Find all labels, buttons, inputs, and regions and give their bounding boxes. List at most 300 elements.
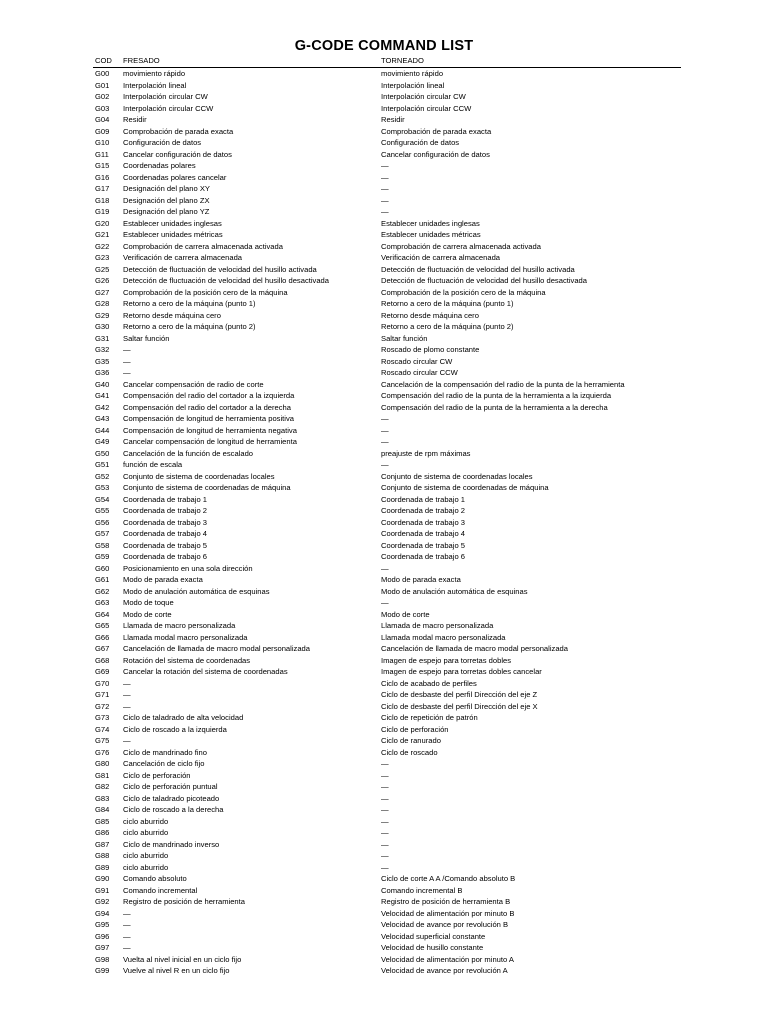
cell-torneado: — xyxy=(381,851,389,860)
table-row xyxy=(0,218,768,230)
cell-fresado: Detección de fluctuación de velocidad del husillo desactivada xyxy=(123,276,330,285)
cell-fresado: movimiento rápido xyxy=(123,69,186,78)
cell-torneado: Interpolación lineal xyxy=(381,80,445,90)
cell-torneado: Verificación de carrera almacenada xyxy=(381,253,501,262)
table-row xyxy=(0,724,768,736)
cell-fresado: Interpolación circular CCW xyxy=(123,103,214,113)
cell-fresado: Llamada modal macro personalizada xyxy=(123,632,248,642)
table-row xyxy=(0,954,768,966)
cell-code: G65 xyxy=(95,621,110,630)
cell-code: G71 xyxy=(95,690,110,699)
cell-code: G96 xyxy=(95,931,110,941)
cell-torneado: Cancelación de la compensación del radio de la punta de la herramienta xyxy=(381,379,625,389)
table-row xyxy=(0,448,768,460)
cell-fresado: Compensación del radio del cortador a la derecha xyxy=(123,402,292,412)
cell-code: G63 xyxy=(95,598,110,607)
cell-fresado: Coordenada de trabajo 2 xyxy=(123,506,208,515)
cell-torneado: — xyxy=(381,437,389,446)
cell-code: G97 xyxy=(95,943,110,952)
cell-torneado: Velocidad de avance por revolución A xyxy=(381,966,508,975)
cell-torneado: Imagen de espejo para torretas dobles cancelar xyxy=(381,667,542,676)
table-row xyxy=(0,494,768,506)
cell-torneado: Comprobación de parada exacta xyxy=(381,126,492,136)
table-row xyxy=(0,275,768,287)
cell-torneado: — xyxy=(381,770,389,780)
cell-fresado: Designación del plano YZ xyxy=(123,207,210,216)
cell-code: G73 xyxy=(95,713,110,722)
cell-torneado: Ciclo de desbaste del perfil Dirección del eje Z xyxy=(381,690,538,699)
cell-code: G31 xyxy=(95,333,110,343)
table-row xyxy=(0,931,768,943)
table-row xyxy=(0,632,768,644)
table-row xyxy=(0,68,768,80)
cell-code: G90 xyxy=(95,874,110,883)
cell-torneado: Velocidad de avance por revolución B xyxy=(381,920,509,929)
table-row xyxy=(0,747,768,759)
table-row xyxy=(0,436,768,448)
cell-code: G84 xyxy=(95,805,110,814)
table-row xyxy=(0,563,768,575)
table-row xyxy=(0,609,768,621)
cell-code: G42 xyxy=(95,402,110,412)
cell-code: G41 xyxy=(95,391,110,400)
table-row xyxy=(0,540,768,552)
cell-code: G01 xyxy=(95,80,110,90)
cell-code: G03 xyxy=(95,103,110,113)
cell-code: G18 xyxy=(95,195,110,205)
cell-torneado: Velocidad de alimentación por minuto A xyxy=(381,954,514,964)
cell-torneado: Ciclo de ranurado xyxy=(381,736,441,745)
cell-torneado: Imagen de espejo para torretas dobles xyxy=(381,655,512,665)
cell-fresado: Cancelar compensación de radio de corte xyxy=(123,379,264,389)
cell-code: G21 xyxy=(95,230,110,239)
cell-torneado: Velocidad superficial constante xyxy=(381,931,486,941)
table-row xyxy=(0,126,768,138)
cell-code: G61 xyxy=(95,575,110,584)
cell-code: G68 xyxy=(95,655,110,665)
cell-code: G43 xyxy=(95,414,110,423)
cell-code: G86 xyxy=(95,828,110,837)
cell-code: G74 xyxy=(95,724,110,734)
table-row xyxy=(0,310,768,322)
cell-code: G28 xyxy=(95,299,110,308)
cell-code: G92 xyxy=(95,897,110,906)
cell-fresado: — xyxy=(123,736,131,745)
cell-code: G32 xyxy=(95,345,110,354)
cell-torneado: Registro de posición de herramienta B xyxy=(381,897,511,906)
cell-fresado: Ciclo de taladrado picoteado xyxy=(123,793,220,803)
cell-torneado: Detección de fluctuación de velocidad del husillo activada xyxy=(381,264,575,274)
cell-fresado: Residir xyxy=(123,115,147,124)
table-row xyxy=(0,712,768,724)
cell-code: G99 xyxy=(95,966,110,975)
cell-torneado: Interpolación circular CW xyxy=(381,92,466,101)
cell-fresado: Coordenada de trabajo 4 xyxy=(123,529,208,538)
table-row xyxy=(0,816,768,828)
cell-fresado: Comando absoluto xyxy=(123,874,187,883)
cell-torneado: Coordenada de trabajo 1 xyxy=(381,494,466,504)
table-row xyxy=(0,862,768,874)
cell-fresado: Vuelta al nivel inicial en un ciclo fijo xyxy=(123,954,242,964)
cell-code: G70 xyxy=(95,678,110,688)
table-row xyxy=(0,402,768,414)
cell-fresado: Comprobación de la posición cero de la máquina xyxy=(123,287,288,297)
cell-code: G72 xyxy=(95,701,110,711)
table-row xyxy=(0,896,768,908)
cell-torneado: — xyxy=(381,460,389,469)
cell-torneado: — xyxy=(381,207,389,216)
cell-torneado: Compensación del radio de la punta de la herramienta a la derecha xyxy=(381,402,608,412)
cell-code: G27 xyxy=(95,287,110,297)
cell-fresado: Modo de parada exacta xyxy=(123,575,203,584)
cell-torneado: Establecer unidades inglesas xyxy=(381,218,480,228)
cell-torneado: Ciclo de corte A A /Comando absoluto B xyxy=(381,874,516,883)
cell-fresado: Verificación de carrera almacenada xyxy=(123,253,243,262)
cell-code: G26 xyxy=(95,276,110,285)
table-row xyxy=(0,517,768,529)
gcode-table xyxy=(0,68,768,977)
table-row xyxy=(0,80,768,92)
cell-torneado: — xyxy=(381,759,389,768)
cell-code: G54 xyxy=(95,494,110,504)
cell-fresado: Ciclo de roscado a la derecha xyxy=(123,805,224,814)
cell-fresado: — xyxy=(123,701,131,711)
cell-fresado: — xyxy=(123,690,131,699)
cell-torneado: Llamada modal macro personalizada xyxy=(381,632,506,642)
table-row xyxy=(0,781,768,793)
table-row xyxy=(0,735,768,747)
cell-torneado: Detección de fluctuación de velocidad del husillo desactivada xyxy=(381,276,588,285)
cell-code: G98 xyxy=(95,954,110,964)
cell-code: G95 xyxy=(95,920,110,929)
cell-torneado: — xyxy=(381,828,389,837)
column-header-fresado: FRESADO xyxy=(123,56,160,65)
cell-torneado: Configuración de datos xyxy=(381,138,460,147)
cell-torneado: Conjunto de sistema de coordenadas locales xyxy=(381,471,533,481)
cell-torneado: Residir xyxy=(381,115,405,124)
cell-torneado: Coordenada de trabajo 5 xyxy=(381,540,466,550)
cell-code: G64 xyxy=(95,609,110,619)
table-row xyxy=(0,528,768,540)
cell-fresado: Designación del plano ZX xyxy=(123,195,210,205)
table-row xyxy=(0,103,768,115)
cell-fresado: Coordenada de trabajo 3 xyxy=(123,517,208,527)
cell-fresado: ciclo aburrido xyxy=(123,828,169,837)
cell-code: G22 xyxy=(95,241,110,251)
cell-code: G60 xyxy=(95,563,110,573)
cell-code: G15 xyxy=(95,161,110,170)
cell-code: G83 xyxy=(95,793,110,803)
cell-fresado: Coordenada de trabajo 1 xyxy=(123,494,208,504)
table-row xyxy=(0,367,768,379)
cell-torneado: — xyxy=(381,425,389,435)
cell-fresado: Configuración de datos xyxy=(123,138,202,147)
table-row xyxy=(0,505,768,517)
table-row xyxy=(0,321,768,333)
cell-torneado: Retorno a cero de la máquina (punto 2) xyxy=(381,322,514,331)
table-row xyxy=(0,793,768,805)
cell-code: G81 xyxy=(95,770,110,780)
cell-fresado: Cancelar la rotación del sistema de coordenadas xyxy=(123,667,288,676)
cell-fresado: Designación del plano XY xyxy=(123,184,210,193)
cell-fresado: Coordenada de trabajo 5 xyxy=(123,540,208,550)
cell-torneado: Velocidad de husillo constante xyxy=(381,943,484,952)
cell-fresado: Cancelación de llamada de macro modal personalizada xyxy=(123,644,310,653)
cell-code: G66 xyxy=(95,632,110,642)
cell-torneado: Establecer unidades métricas xyxy=(381,230,481,239)
table-row xyxy=(0,413,768,425)
cell-fresado: — xyxy=(123,368,131,377)
cell-code: G80 xyxy=(95,759,110,768)
table-row xyxy=(0,655,768,667)
cell-torneado: — xyxy=(381,172,389,182)
cell-fresado: Ciclo de perforación puntual xyxy=(123,782,218,791)
page-title: G-CODE COMMAND LIST xyxy=(294,38,474,54)
cell-code: G49 xyxy=(95,437,110,446)
cell-torneado: Ciclo de roscado xyxy=(381,747,438,757)
table-row xyxy=(0,839,768,851)
cell-code: G57 xyxy=(95,529,110,538)
cell-fresado: Ciclo de roscado a la izquierda xyxy=(123,724,227,734)
table-row xyxy=(0,264,768,276)
cell-torneado: Compensación del radio de la punta de la herramienta a la izquierda xyxy=(381,391,612,400)
cell-fresado: ciclo aburrido xyxy=(123,862,169,872)
cell-fresado: Coordenada de trabajo 6 xyxy=(123,552,208,561)
cell-fresado: Registro de posición de herramienta xyxy=(123,897,245,906)
cell-code: G23 xyxy=(95,253,110,262)
cell-fresado: Compensación de longitud de herramienta negativa xyxy=(123,425,297,435)
cell-fresado: Retorno a cero de la máquina (punto 2) xyxy=(123,322,256,331)
cell-fresado: — xyxy=(123,931,131,941)
cell-fresado: Coordenadas polares cancelar xyxy=(123,172,227,182)
cell-fresado: ciclo aburrido xyxy=(123,851,169,860)
cell-code: G09 xyxy=(95,126,110,136)
cell-code: G88 xyxy=(95,851,110,860)
table-row xyxy=(0,620,768,632)
cell-code: G69 xyxy=(95,667,110,676)
cell-fresado: Retorno a cero de la máquina (punto 1) xyxy=(123,299,256,308)
cell-fresado: Vuelve al nivel R en un ciclo fijo xyxy=(123,966,230,975)
cell-torneado: movimiento rápido xyxy=(381,69,444,78)
cell-code: G11 xyxy=(95,149,109,159)
cell-torneado: Coordenada de trabajo 2 xyxy=(381,506,466,515)
cell-fresado: ciclo aburrido xyxy=(123,816,169,826)
cell-torneado: Ciclo de acabado de perfiles xyxy=(381,678,477,688)
table-row xyxy=(0,425,768,437)
cell-code: G00 xyxy=(95,69,110,78)
cell-code: G87 xyxy=(95,839,110,849)
cell-fresado: Cancelación de ciclo fijo xyxy=(123,759,205,768)
cell-fresado: — xyxy=(123,920,131,929)
cell-code: G02 xyxy=(95,92,110,101)
table-row xyxy=(0,114,768,126)
cell-torneado: — xyxy=(381,839,389,849)
cell-fresado: — xyxy=(123,943,131,952)
cell-code: G20 xyxy=(95,218,110,228)
cell-fresado: Coordenadas polares xyxy=(123,161,196,170)
cell-torneado: Ciclo de desbaste del perfil Dirección del eje X xyxy=(381,701,538,711)
cell-code: G25 xyxy=(95,264,110,274)
table-row xyxy=(0,229,768,241)
table-row xyxy=(0,241,768,253)
cell-torneado: — xyxy=(381,805,389,814)
cell-fresado: Compensación de longitud de herramienta positiva xyxy=(123,414,294,423)
cell-code: G58 xyxy=(95,540,110,550)
cell-fresado: Saltar función xyxy=(123,333,170,343)
table-row xyxy=(0,344,768,356)
cell-torneado: Velocidad de alimentación por minuto B xyxy=(381,908,515,918)
cell-torneado: — xyxy=(381,184,389,193)
table-row xyxy=(0,643,768,655)
cell-fresado: Posicionamiento en una sola dirección xyxy=(123,563,253,573)
table-row xyxy=(0,287,768,299)
cell-fresado: Interpolación circular CW xyxy=(123,92,208,101)
table-row xyxy=(0,586,768,598)
cell-torneado: Ciclo de perforación xyxy=(381,724,449,734)
cell-torneado: Roscado circular CCW xyxy=(381,368,458,377)
cell-code: G53 xyxy=(95,483,110,492)
cell-torneado: preajuste de rpm máximas xyxy=(381,448,471,458)
cell-fresado: — xyxy=(123,345,131,354)
cell-torneado: Modo de anulación automática de esquinas xyxy=(381,586,528,596)
cell-torneado: — xyxy=(381,414,389,423)
cell-torneado: Cancelación de llamada de macro modal personalizada xyxy=(381,644,568,653)
cell-torneado: — xyxy=(381,816,389,826)
table-row xyxy=(0,471,768,483)
cell-code: G67 xyxy=(95,644,110,653)
table-row xyxy=(0,885,768,897)
table-row xyxy=(0,298,768,310)
cell-code: G04 xyxy=(95,115,110,124)
cell-torneado: Retorno desde máquina cero xyxy=(381,310,479,320)
cell-fresado: Establecer unidades inglesas xyxy=(123,218,222,228)
cell-fresado: Comprobación de carrera almacenada activada xyxy=(123,241,283,251)
table-row xyxy=(0,919,768,931)
table-row xyxy=(0,137,768,149)
table-row xyxy=(0,804,768,816)
cell-code: G51 xyxy=(95,460,110,469)
cell-fresado: Rotación del sistema de coordenadas xyxy=(123,655,251,665)
cell-fresado: Comprobación de parada exacta xyxy=(123,126,234,136)
cell-fresado: Modo de anulación automática de esquinas xyxy=(123,586,270,596)
cell-fresado: Modo de toque xyxy=(123,598,174,607)
table-row xyxy=(0,390,768,402)
cell-torneado: Ciclo de repetición de patrón xyxy=(381,713,478,722)
table-row xyxy=(0,942,768,954)
table-row xyxy=(0,689,768,701)
table-row xyxy=(0,597,768,609)
cell-torneado: Comprobación de la posición cero de la máquina xyxy=(381,287,546,297)
cell-code: G35 xyxy=(95,356,110,366)
table-row xyxy=(0,666,768,678)
table-row xyxy=(0,195,768,207)
cell-fresado: Retorno desde máquina cero xyxy=(123,310,221,320)
cell-torneado: — xyxy=(381,161,389,170)
table-row xyxy=(0,333,768,345)
cell-code: G52 xyxy=(95,471,110,481)
column-header-cod: COD xyxy=(95,56,112,65)
cell-torneado: Roscado circular CW xyxy=(381,356,453,366)
cell-fresado: Detección de fluctuación de velocidad del husillo activada xyxy=(123,264,317,274)
cell-fresado: Llamada de macro personalizada xyxy=(123,621,236,630)
table-row xyxy=(0,701,768,713)
table-row xyxy=(0,149,768,161)
table-row xyxy=(0,91,768,103)
cell-torneado: Coordenada de trabajo 4 xyxy=(381,529,466,538)
cell-fresado: Modo de corte xyxy=(123,609,172,619)
table-row xyxy=(0,252,768,264)
cell-code: G59 xyxy=(95,552,110,561)
cell-code: G40 xyxy=(95,379,110,389)
cell-torneado: — xyxy=(381,598,389,607)
cell-fresado: Comando incremental xyxy=(123,885,198,895)
cell-torneado: Interpolación circular CCW xyxy=(381,103,472,113)
table-row xyxy=(0,356,768,368)
table-row xyxy=(0,678,768,690)
table-row xyxy=(0,183,768,195)
cell-fresado: Establecer unidades métricas xyxy=(123,230,223,239)
cell-fresado: Ciclo de perforación xyxy=(123,770,191,780)
cell-code: G94 xyxy=(95,908,110,918)
table-row xyxy=(0,850,768,862)
cell-code: G16 xyxy=(95,172,110,182)
table-row xyxy=(0,379,768,391)
cell-code: G76 xyxy=(95,747,110,757)
cell-torneado: Coordenada de trabajo 3 xyxy=(381,517,466,527)
cell-fresado: Ciclo de taladrado de alta velocidad xyxy=(123,713,244,722)
cell-code: G55 xyxy=(95,506,110,515)
cell-fresado: — xyxy=(123,908,131,918)
cell-torneado: Comando incremental B xyxy=(381,885,463,895)
table-row xyxy=(0,206,768,218)
cell-torneado: Llamada de macro personalizada xyxy=(381,621,494,630)
table-row xyxy=(0,873,768,885)
cell-fresado: Conjunto de sistema de coordenadas de máquina xyxy=(123,483,291,492)
cell-fresado: Ciclo de mandrinado inverso xyxy=(123,839,220,849)
cell-torneado: — xyxy=(381,563,389,573)
column-header-torneado: TORNEADO xyxy=(381,56,424,65)
cell-torneado: Modo de corte xyxy=(381,609,430,619)
cell-code: G44 xyxy=(95,425,110,435)
cell-torneado: Retorno a cero de la máquina (punto 1) xyxy=(381,299,514,308)
cell-code: G89 xyxy=(95,862,110,872)
cell-code: G56 xyxy=(95,517,110,527)
cell-torneado: Modo de parada exacta xyxy=(381,575,461,584)
cell-fresado: — xyxy=(123,356,131,366)
cell-torneado: — xyxy=(381,195,389,205)
cell-code: G36 xyxy=(95,368,110,377)
cell-code: G19 xyxy=(95,207,110,216)
cell-code: G85 xyxy=(95,816,110,826)
table-row xyxy=(0,827,768,839)
cell-torneado: Coordenada de trabajo 6 xyxy=(381,552,466,561)
cell-fresado: Cancelar configuración de datos xyxy=(123,149,232,159)
cell-torneado: — xyxy=(381,793,389,803)
cell-code: G30 xyxy=(95,322,110,331)
cell-torneado: Cancelar configuración de datos xyxy=(381,149,490,159)
cell-fresado: Conjunto de sistema de coordenadas locales xyxy=(123,471,275,481)
cell-torneado: Conjunto de sistema de coordenadas de máquina xyxy=(381,483,549,492)
cell-fresado: Cancelación de la función de escalado xyxy=(123,448,254,458)
cell-torneado: — xyxy=(381,862,389,872)
cell-torneado: Roscado de plomo constante xyxy=(381,345,480,354)
table-row xyxy=(0,459,768,471)
cell-code: G17 xyxy=(95,184,110,193)
cell-torneado: Comprobación de carrera almacenada activada xyxy=(381,241,541,251)
table-row xyxy=(0,770,768,782)
cell-fresado: Interpolación lineal xyxy=(123,80,187,90)
cell-fresado: Compensación del radio del cortador a la izquierda xyxy=(123,391,295,400)
